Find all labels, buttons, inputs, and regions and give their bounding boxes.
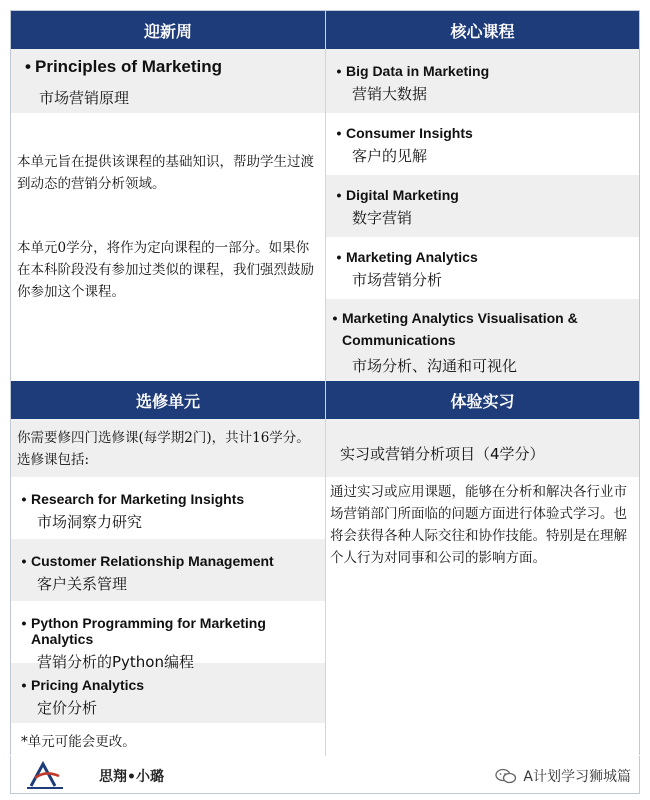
core-course-item: • Marketing Analytics Visualisation & Communications 市场分析、沟通和可视化: [328, 307, 635, 376]
core-course-item: • Digital Marketing 数字营销: [332, 187, 639, 228]
brand-label: [495, 766, 631, 786]
core-header: 核心课程: [326, 11, 639, 49]
bullet-icon: •: [21, 553, 27, 569]
core-course-item: • Marketing Analytics 市场营销分析: [332, 249, 639, 290]
electives-intro: 你需要修四门选修课(每学期2门)，共计16学分。选修课包括:: [17, 430, 310, 468]
program-table: [10, 10, 640, 755]
core-section: [326, 11, 639, 381]
bullet-icon: •: [21, 615, 27, 631]
elective-course-item: • Research for Marketing Insights 市场洞察力研究: [17, 491, 325, 532]
internship-title: 实习或营销分析项目（4学分）: [340, 445, 545, 463]
electives-header: 选修单元: [11, 381, 325, 419]
bullet-icon: •: [21, 491, 27, 507]
bullet-icon: •: [336, 187, 342, 203]
bullet-icon: •: [336, 249, 342, 265]
core-course-item: • Consumer Insights 客户的见解: [332, 125, 639, 166]
internship-header: 体验实习: [326, 381, 639, 419]
footer: [10, 756, 640, 794]
internship-desc: 通过实习或应用课题，能够在分析和解决各行业市场营销部门所面临的问题方面进行体验式学习。也将会获得各种人际交往和协作技能。特别是在理解个人行为对同事和公司的影响方面。: [330, 484, 627, 566]
orientation-header: 迎新周: [11, 11, 325, 49]
orientation-para-2: 本单元0学分，将作为定向课程的一部分。如果你在本科阶段没有参加过类似的课程，我们强烈鼓励你参加这个课程。: [17, 240, 314, 300]
electives-section: [11, 381, 325, 756]
logo-icon: [25, 760, 65, 790]
elective-course-item: • Customer Relationship Management 客户关系管理: [17, 553, 325, 594]
elective-course-item: • Python Programming for Marketing Analytics 营销分析的Python编程: [17, 615, 325, 672]
core-course-item: • Big Data in Marketing 营销大数据: [332, 63, 639, 104]
wechat-icon: [495, 768, 517, 784]
internship-section: [326, 381, 639, 756]
elective-course-item: • Pricing Analytics 定价分析: [17, 677, 325, 718]
orientation-para-1: 本单元旨在提供该课程的基础知识，帮助学生过渡到动态的营销分析领域。: [17, 154, 314, 192]
bullet-icon: •: [332, 310, 338, 326]
orientation-section: [11, 11, 325, 381]
bullet-icon: •: [336, 125, 342, 141]
bullet-icon: •: [21, 677, 27, 693]
bullet-icon: •: [25, 57, 31, 76]
electives-note: *单元可能会更改。: [21, 734, 136, 750]
brand-text: A计划学习狮城篇: [523, 769, 631, 785]
orientation-course: • Principles of Marketing 市场营销原理: [21, 57, 325, 108]
logo-text: 思翔•小璐: [99, 769, 164, 785]
bullet-icon: •: [336, 63, 342, 79]
